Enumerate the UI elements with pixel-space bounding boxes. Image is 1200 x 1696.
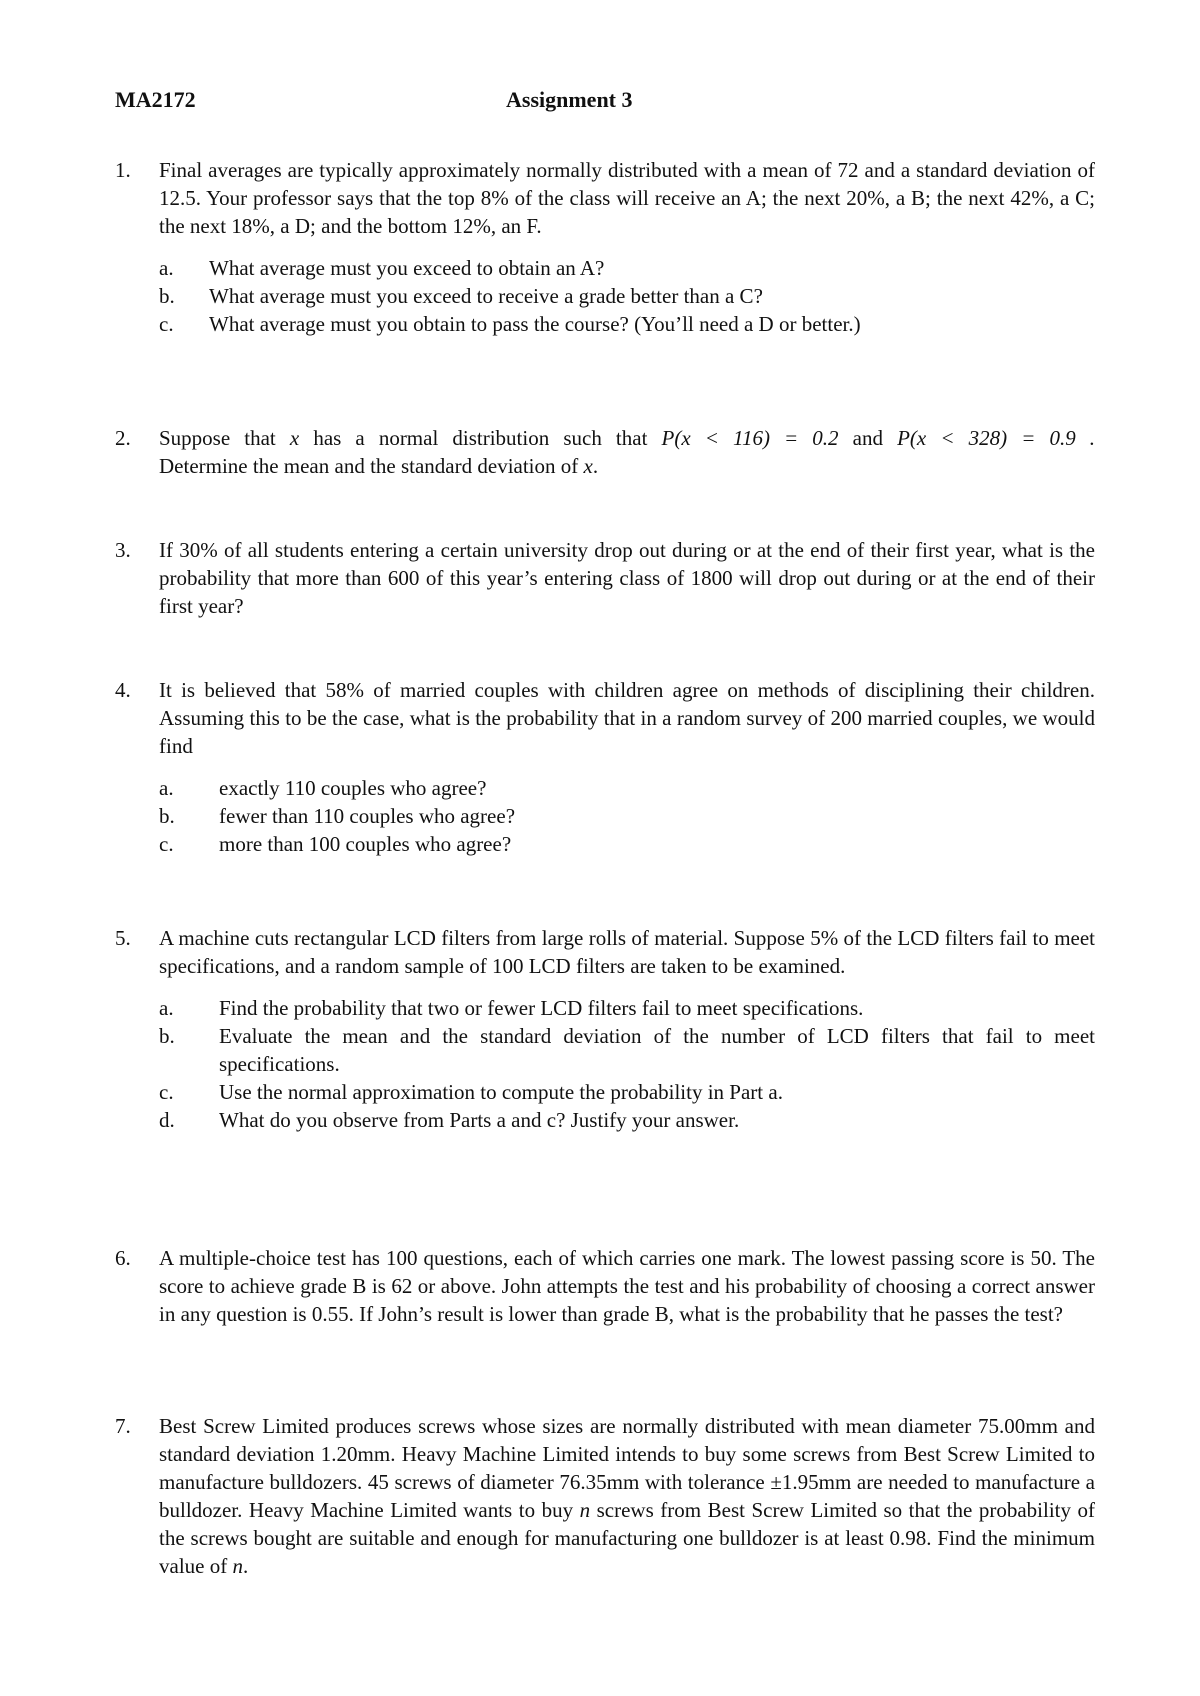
question-text: A multiple-choice test has 100 questions, each of which carries one mark. The lowest passing score is 50. The score to achieve grade B is 62 or above. John attempts the test and his probability of choosing a correct answer in any question is 0.55. If John’s result is lower than grade B, what is the probability that he passes the test? <box>159 1246 1095 1326</box>
part-text: Use the normal approximation to compute the probability in Part a. <box>219 1080 783 1104</box>
part-text: Find the probability that two or fewer LCD filters fail to meet specifications. <box>219 996 864 1020</box>
question-part <box>159 310 1095 338</box>
question-number: 1. <box>115 158 131 182</box>
part-label: c. <box>159 832 174 856</box>
question-text: Best Screw Limited produces screws whose sizes are normally distributed with mean diameter 75.00mm and standard deviation 1.20mm. Heavy Machine Limited intends to buy some screws from Best Screw Limited to manufacture bulldozers. 45 screws of diameter 76.35mm with tolerance ±1.95mm are needed to manufacture a bulldozer. Heavy Machine Limited wants to buy n screws from Best Screw Limited so that the probability of the screws bought are suitable and enough for manufacturing one bulldozer is at least 0.98. Find the minimum value of n. <box>159 1414 1095 1578</box>
variable-x: x <box>289 426 300 450</box>
assignment-title: Assignment 3 <box>506 87 633 112</box>
part-text: What average must you obtain to pass the course? (You’ll need a D or better.) <box>209 312 861 336</box>
variable-n: n <box>232 1554 243 1578</box>
question-5 <box>115 924 1095 1134</box>
probability-formula: P(x < 328) = 0.9 . <box>897 426 1096 450</box>
probability-formula: P(x < 116) = 0.2 <box>661 426 839 450</box>
question-parts <box>159 254 1095 338</box>
question-number: 3. <box>115 538 131 562</box>
question-part <box>159 830 1095 858</box>
part-label: d. <box>159 1108 175 1132</box>
question-text: It is believed that 58% of married couples with children agree on methods of disciplining their children. Assuming this to be the case, what is the probability that in a random survey of 200 married couples, we would find <box>159 678 1095 758</box>
question-text: Final averages are typically approximately normally distributed with a mean of 72 and a standard deviation of 12.5. Your professor says that the top 8% of the class will receive an A; the next 20%, a B; the next 42%, a C; the next 18%, a D; and the bottom 12%, an F. <box>159 158 1095 238</box>
question-part <box>159 994 1095 1022</box>
part-label: a. <box>159 776 174 800</box>
part-label: a. <box>159 256 174 280</box>
part-label: b. <box>159 284 175 308</box>
question-text: Suppose that x has a normal distribution such that P(x < 116) = 0.2 and P(x < 328) = 0.9 . <box>159 426 1096 450</box>
part-label: c. <box>159 312 174 336</box>
question-parts <box>159 774 1095 858</box>
part-label: a. <box>159 996 174 1020</box>
part-text: Evaluate the mean and the standard deviation of the number of LCD filters that fail to meet specifications. <box>219 1024 1095 1076</box>
question-4 <box>115 676 1095 858</box>
question-text: If 30% of all students entering a certain university drop out during or at the end of their first year, what is the probability that more than 600 of this year’s entering class of 1800 will drop out during or at the end of their first year? <box>159 538 1095 618</box>
part-text: What average must you exceed to receive a grade better than a C? <box>209 284 763 308</box>
question-number: 5. <box>115 926 131 950</box>
part-label: b. <box>159 1024 175 1048</box>
question-parts <box>159 994 1095 1134</box>
part-text: more than 100 couples who agree? <box>219 832 512 856</box>
question-text-line2: Determine the mean and the standard deviation of x. <box>159 454 599 478</box>
part-text: What average must you exceed to obtain an A? <box>209 256 605 280</box>
question-1 <box>115 156 1095 338</box>
question-7 <box>115 1412 1095 1580</box>
question-number: 2. <box>115 426 131 450</box>
question-number: 7. <box>115 1414 131 1438</box>
part-label: c. <box>159 1080 174 1104</box>
variable-n: n <box>579 1498 591 1522</box>
course-code: MA2172 <box>115 87 196 112</box>
question-number: 4. <box>115 678 131 702</box>
question-2 <box>115 424 1095 480</box>
question-part <box>159 802 1095 830</box>
question-6 <box>115 1244 1095 1328</box>
question-text: A machine cuts rectangular LCD filters from large rolls of material. Suppose 5% of the LCD filters fail to meet specifications, and a random sample of 100 LCD filters are taken to be examined. <box>159 926 1095 978</box>
question-part <box>159 282 1095 310</box>
question-part <box>159 774 1095 802</box>
question-number: 6. <box>115 1246 131 1270</box>
variable-x: x <box>583 454 593 478</box>
question-3 <box>115 536 1095 620</box>
question-part <box>159 1022 1095 1078</box>
part-text: fewer than 110 couples who agree? <box>219 804 516 828</box>
question-part <box>159 1078 1095 1106</box>
question-part <box>159 1106 1095 1134</box>
question-part <box>159 254 1095 282</box>
part-label: b. <box>159 804 175 828</box>
part-text: exactly 110 couples who agree? <box>219 776 487 800</box>
part-text: What do you observe from Parts a and c? Justify your answer. <box>219 1108 740 1132</box>
